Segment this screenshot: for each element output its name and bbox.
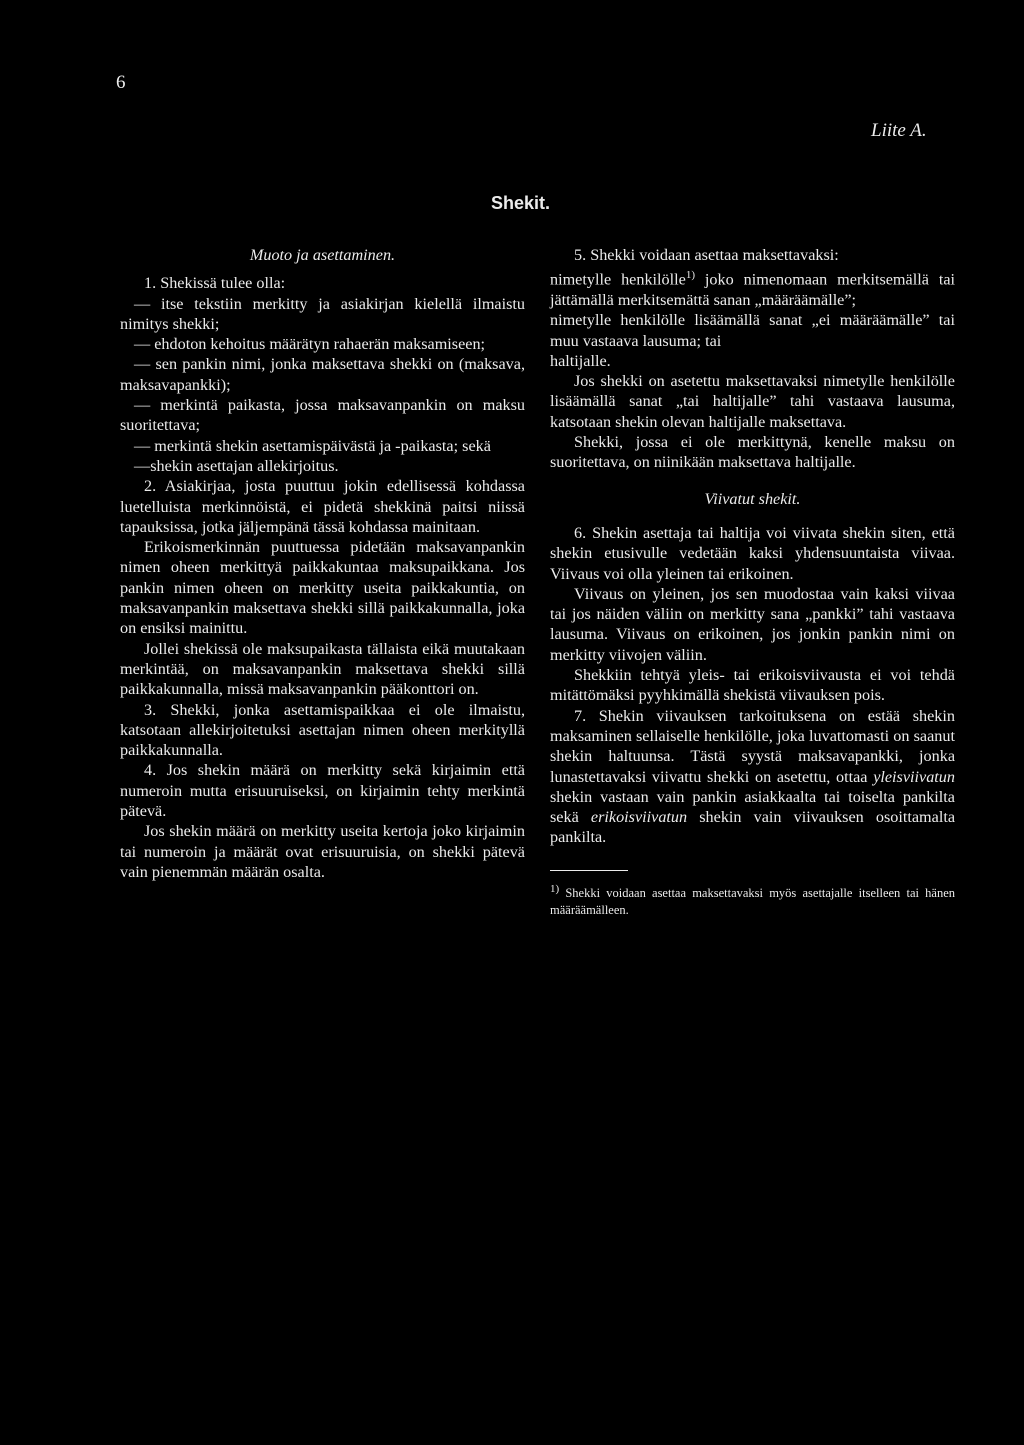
paragraph: 3. Shekki, jonka asettamispaikkaa ei ole ilmaistu, katsotaan allekirjoitetuksi asettajan nimen oheen merkityllä paikkakunnalla. [120,700,525,760]
footnote-reference: 1) [685,269,695,282]
paragraph: 5. Shekki voidaan asettaa maksettavaksi: [574,246,839,264]
paragraph: 6. Shekin asettaja tai haltija voi viivata shekin siten, että shekin etusivulle vedetään kaksi yhdensuuntaista viivaa. Viivaus voi olla yleinen tai erikoinen. [550,523,955,583]
paragraph: 2. Asiakirjaa, josta puuttuu jokin edellisessä kohdassa luetelluista merkinnöistä, ei pidetä shekkinä paitsi niissä tapauksissa, jotka jäljempänä tässä kohdassa mainitaan. [120,477,525,536]
page-title: Shekit. [491,193,551,213]
left-column [120,245,525,882]
paragraph: nimetylle henkilölle lisäämällä sanat „ei määräämälle” tai muu vastaava lausuma; tai [550,311,955,350]
text-run: 7. Shekin viivauksen tarkoituksena on estää shekin maksaminen sellaiselle henkilölle, joka luvattomasti on saanut shekin haltuunsa. Tästä syystä maksavapankki, jonka lunastettavaksi viivattu shekki on asetettu, ottaa [550,706,955,786]
text-run: joko nimenomaan merkitsemällä tai jättämällä merkitsemättä sanan „määräämälle”; [550,270,955,309]
section-heading-form: Muoto ja asettaminen. [249,246,396,264]
text-run: nimetylle henkilölle [550,270,686,289]
list-item: — merkintä paikasta, jossa maksavanpankin on maksu suoritettava; [120,396,525,435]
section-heading-crossed: Viivatut shekit. [704,489,801,508]
emphasis: erikoisviivatun [590,808,688,827]
right-column [550,245,955,919]
paragraph [550,265,955,310]
emphasis: yleisviivatun [873,767,955,786]
list-item: — ehdoton kehoitus määrätyn rahaerän maksamiseen; [134,335,486,354]
footnote-mark: 1) [550,882,560,895]
text-run: shekin vain viivauksen osoittamalta pankilta. [550,808,956,847]
paragraph: Shekki, jossa ei ole merkittynä, kenelle maksu on suoritettava, on niinikään maksettava haltijalle. [550,433,955,472]
list-item: — sen pankin nimi, jonka maksettava shekki on (maksava, maksavapankki); [120,355,525,394]
appendix-label: Liite A. [871,120,927,141]
text-run: shekin vastaan vain pankin asiakkaalta tai toiselta pankilta sekä [550,787,955,827]
footnote-text: Shekki voidaan asettaa maksettavaksi myös asettajalle itselleen tai hänen määräämälleen. [550,885,955,917]
list-item: — itse tekstiin merkitty ja asiakirjan kielellä ilmaistu nimitys shekki; [120,294,525,333]
paragraph: Jos shekki on asetettu maksettavaksi nimetylle henkilölle lisäämällä sanat „tai haltijalle” tahi vastaava lausuma, katsotaan shekin olevan haltijalle maksettava. [550,372,955,431]
paragraph [550,706,955,848]
paragraph: Viivaus on yleinen, jos sen muodostaa vain kaksi viivaa tai jos näiden väliin on merkitty sana „pankki” tahi vastaava lausuma. Viivaus on erikoinen, jos jonkin pankin nimi on merkitty viivojen väliin. [550,584,955,664]
footnote-divider [550,870,628,871]
paragraph: 1. Shekissä tulee olla: [144,274,286,293]
paragraph: Erikoismerkinnän puuttuessa pidetään maksavanpankin nimen oheen merkittyä paikkakuntaa maksupaikkana. Jos pankin nimen oheen on merkitty useita paikkakuntia, on maksavanpankin maksettava shekki sillä paikkakunnalla, joka on ensiksi mainittu. [120,538,525,638]
list-item: — merkintä shekin asettamispäivästä ja -paikasta; sekä [134,436,491,455]
paragraph: Shekkiin tehtyä yleis- tai erikoisviivausta ei voi tehdä mitättömäksi pyyhkimällä shekistä viivauksen pois. [550,666,955,705]
paragraph: 4. Jos shekin määrä on merkitty sekä kirjaimin että numeroin mutta erisuuruiseksi, on kirjaimin tehty merkintä pätevä. [120,761,525,821]
footnote [550,881,955,919]
paragraph: Jos shekin määrä on merkitty useita kertoja joko kirjaimin tai numeroin ja määrät ovat erisuuruisia, on shekki pätevä vain pienemmän määrän osalta. [120,822,525,881]
list-item: —shekin asettajan allekirjoitus. [134,456,339,475]
paragraph: Jollei shekissä ole maksupaikasta tällaista eikä muutakaan merkintää, on maksavanpankin maksettava shekki sillä paikkakunnalla, missä maksavanpankin pääkonttori on. [120,639,525,699]
paragraph: haltijalle. [550,351,611,370]
page-number: 6 [116,72,126,93]
